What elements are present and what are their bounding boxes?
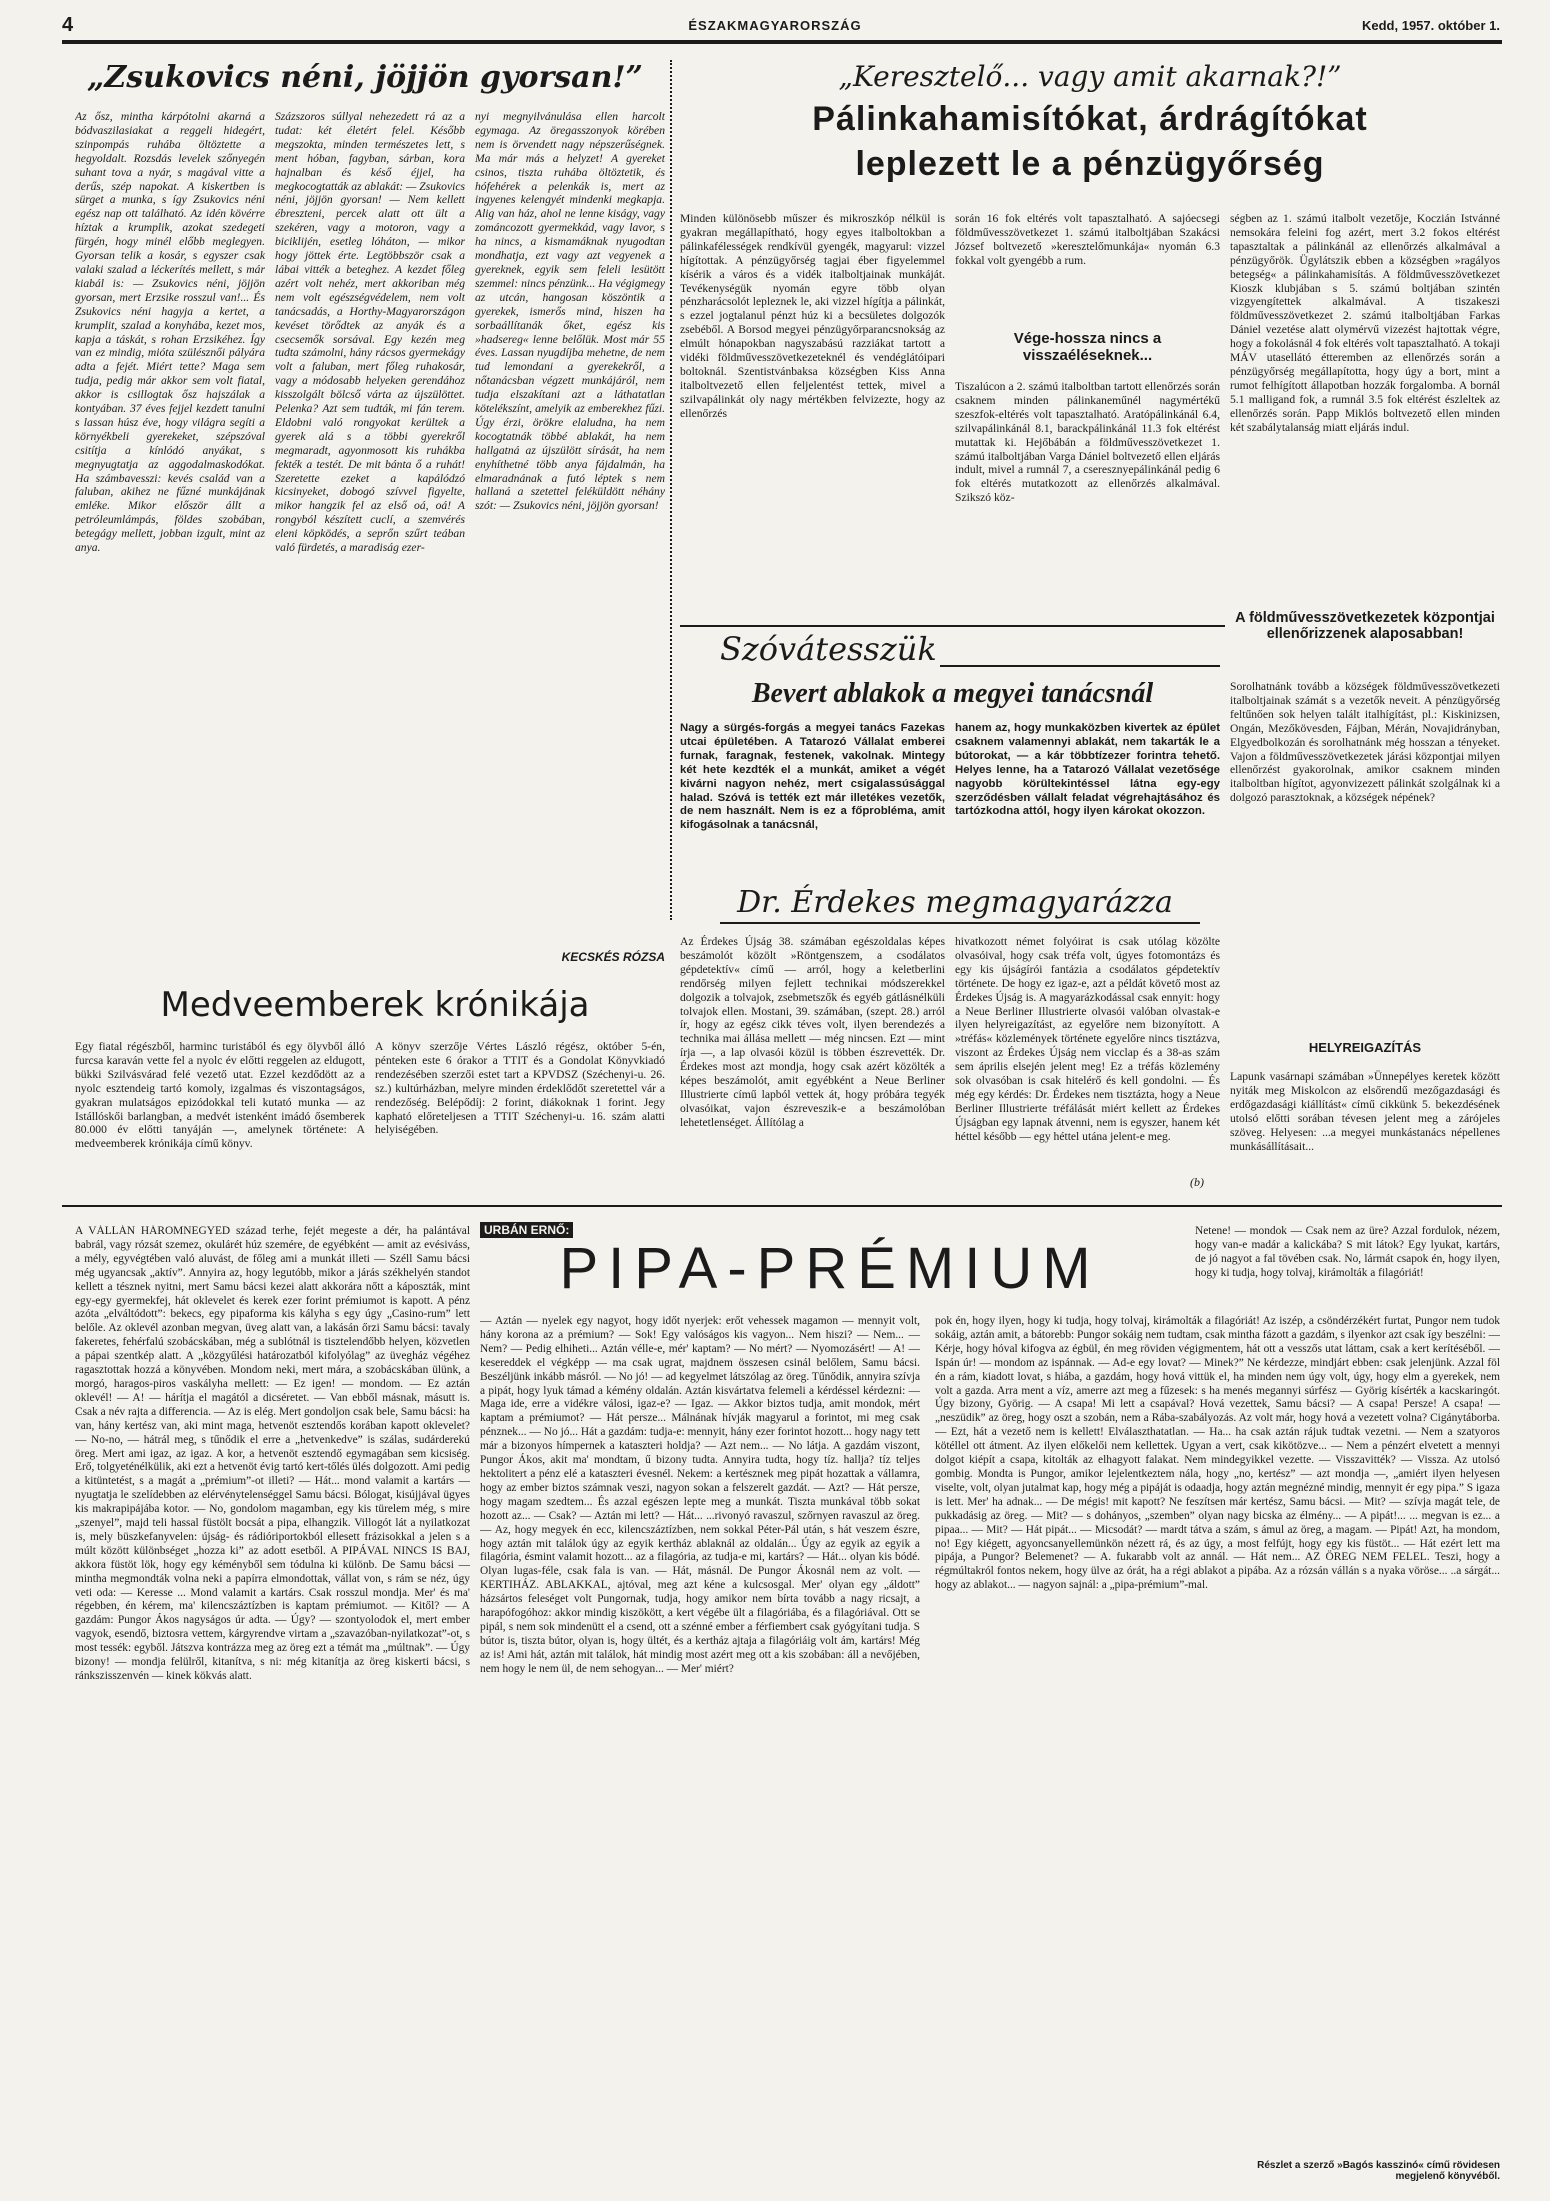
szovatesszuk-title: Szóvátesszük xyxy=(720,630,937,668)
erdekes-sign: (b) xyxy=(1190,1175,1204,1189)
zsukovics-col-2: Százszoros súllyal nehezedett rá az a tudat: két életért felel. Később megszokta, minden természetes lett, s ment hóban, fagyban, sárban, kora hajnalban és késő éjjel, ha megkocogtatták az ablakát: — Zsukovics néni, jöjjön gyorsan! — Nem kellett ébreszteni, percek alatt ott ült a szekéren, vagy a motoron, vagy a biciklijén, esetleg lóháton, — mikor hogy jöttek érte. Legtöbbször csak a lábai vitték a beteghez. A kezdet főleg azért volt nehéz, mert akkoriban még nem volt egészségvédelem, nem volt tanácsadás, a Horthy-Magyarországon kevéset törődtek az anyák és a csecsemők sorsával. Egy kezén meg tudta számolni, hány rácsos gyermekágy volt a faluban, mert főleg ruhakosár, vagy a módosabb helyeken gerendához kisszolgált bölcső várta az újszülöttet. Pelenka? Azt sem tudták, mi fán terem. Eldobni való rongyokat kerültek a gyerek alá s a többi gyerekről megmaradt, agyonmosott kis ruhákba fekték a testét. De mit bánta ő a ruhát! Szeretette ezeket a kapálódzó kicsinyeket, dobogó szívvel figyelte, mikor hangzik fel az első oá, oá! A rongyból készített cuclí, a szemvérés eleni köpködés, a seprőn szűrt teában való fürdetés, a maradiság ezer- xyxy=(275,110,465,555)
keresztelo-col-2: során 16 fok eltérés volt tapasztalható. A sajóecsegi földművesszövetkezet 1. számú italboltjában Szakácsi József boltvezető »keresztelőmunkája« nyomán 6.3 fokkal volt gyengébb a rum. xyxy=(955,212,1220,267)
column-divider xyxy=(670,60,672,920)
keresztelo-col-2b: Tiszalúcon a 2. számú italboltban tartott ellenőrzés során csaknem minden pálinkaneműnél nagymértékű szeszfok-eltérés volt tapasztalható. Aratópálinkánál 6.4, szilvapálinkánál 8.1, barackpálinkánál 11.3 fok eltérést mutattak ki. Hejőbábán a földművesszövetkezet 1. számú italboltjában Varga Dániel boltvezető ellen eljárás indult, mivel a rumnál 7, a cseresznyepálinkánál pedig 6 fok eltérés mutatkozott az ellenőrzés alkalmával. Szikszó köz- xyxy=(955,380,1220,505)
szovatesszuk-rule xyxy=(680,625,1225,627)
keresztelo-col-3b: Sorolhatnánk tovább a községek földművesszövetkezeti italboltjainak számát s a vezetők neveit. A pénzügyőrség feltűnően sok helyen talált italhígítást, pl.: Kiskinizsen, Ongán, Mezőkövesden, Fájban, Mérán, Novajidrányban, Elgyedbolkozán és sorolhatnánk még hosszan a tényeket. Vajon a földművesszövetkezetek járási központjai milyen ellenőrzést gyakorolnak, amikor csaknem minden italboltban hígítot, agyonvizezett pálinkát szolgálnak ki a dolgozó parasztoknak, a községek népének? xyxy=(1230,680,1500,805)
zsukovics-col-3: nyi megnyilvánulása ellen harcolt egymaga. Az öregasszonyok körében nem is örvendett nagy népszerűségnek. Ma már más a helyzet! A gyereket csinos, tiszta ruhába öltöztetik, és hófehérek a pelenkák is, mert az ingyenes kelengyét mindenki megkapja. Alig van ház, ahol ne lenne kiságy, vagy zománcozott gyermekkád, vagy lavor, s ha nincs, a kismamáknak nyugodtan mondhatja, ezt vagy azt vegyenek a gyereknek, egyik sem feleli lesütött szemmel: nincs pénzünk... Ha végigmegy az utcán, hangosan köszöntik a gyerekek, ismerős mind, hiszen ha sorbaállítanák őket, egész kis »hadsereg« lenne belőlük. Most már 55 éves. Lassan nyugdíjba mehetne, de nem tud lemondani a gyerekekről, a nőtanácsban végzett munkájáról, nem tudja elszakítani azt a láthatatlan kötelékszínt, amelyik az emberekhez fűzi. Úgy érzi, örökre elaludna, ha nem kocogtatnák többé ablakát, ha nem hallgatná az újszülött sírását, ha nem enyhíthetné több anya fájdalmán, ha elmaradnának a futó léptek s nem hallaná a szetettel feléküldött néhány szót: — Zsukovics néni, jöjjön gyorsan! xyxy=(475,110,665,513)
page-number: 4 xyxy=(62,14,74,36)
medveemberek-title: Medveemberek krónikája xyxy=(160,985,590,1025)
szovatesszuk-headline: Bevert ablakok a megyei tanácsnál xyxy=(751,678,1154,709)
keresztelo-title-2: leplezett le a pénzügyőrség xyxy=(855,145,1325,183)
medveemberek-col-1: Egy fiatal régészből, harminc turistából és egy ölyvből álló furcsa karaván vette fel a nyolc év előtti reggelen az eldugott, bükki Szilvásvárad felé vezető utat. Ezzel kezdődött az a nyolc esztendeig tartó komoly, izgalmas és viszontagságos, gyakran mulatságos epizódokkal teli kutató munka — az Istállóskői barlangban, a medvét istenként imádó ősemberek 80.000 év előtti tanyáján —, amelynek története: A medveemberek krónikája című könyv. xyxy=(75,1040,365,1151)
pipa-author: URBÁN ERNŐ: xyxy=(480,1222,573,1238)
pipa-title: PIPA-PRÉMIUM xyxy=(559,1236,1101,1301)
section-rule xyxy=(62,1205,1502,1207)
masthead: ÉSZAKMAGYARORSZÁG xyxy=(688,18,862,33)
szovatesszuk-col-2: hanem az, hogy munkaközben kivertek az épület csaknem valamennyi ablakát, nem takarták le a bútorokat, — a kár többtízezer forintra tehető. Helyes lenne, ha a Tatarozó Vállalat vezetősége nagyobb körültekintéssel látna egy-egy szerződésben vállalt feladat végrehajtásához és tartózkodna attól, hogy ilyen károkat okozzon. xyxy=(955,722,1220,818)
pipa-col-1: A VÁLLÁN HÁROMNEGYED század terhe, fejét megeste a dér, ha palántával babrál, vagy rózsát szemez, okulárét húz szemére, de egyébként — amit az evésiváss, a mély, egyvégtében való aluvást, de főleg ami a munkát illeti — Széll Samu bácsi még ugyancsak „aktív”. Annyira az, hogy legutóbb, mikor a járás székhelyén standot kellett a tésznek nyitni, mert Samu bácsi kezei alatt akkorára nőtt a káposzták, mint egy-egy gyermekfej, hát oklevelet és kerek ezer forint prémiumot is kapott. A pénz azóta „elváltódott”: bekecs, egy pipaforma kis kályha s egy úgy „Casino-rum” lett belőle. Az oklevél azonban megvan, üveg alatt van, a lakásán őrzi Samu bácsi: tavaly fakeretes, fehérfalú szobácskában, még a sublótnál is tisztelendőbb helyen, közvetlen a pápai szentkép alatt. A „közgyűlési határozatból kifolyólag” az üvegház végéhez ragasztottak hozzá a könyvében. Mondom neki, mert mára, a szobácskában ülünk, a morgó, haragos-piros vaskályha mellett: — Ez igen! — mondom. — Ez aztán oklevél! — A! — hárítja el magától a dicséretet. — Van ebből másnak, másutt is. Csak a név rajta a differencia. — Az is elég. Mert gondoljon csak bele, Samu bácsi: ha van, hány kertész van, aki mint maga, hetvenöt esztendős korában kapott oklevelet? — No-no, — hátrál meg, s tűnődik el erre a „hetvenkedve” is szálas, sudárderekú öreg. Mert ami igaz, az igaz. A kor, a hetvenöt esztendő egymagában sem kicsiség. Erő, tolgyeténélkülik, aki ezt a hetvenöt évig tartó kert-tőlés ülés dolgozott. Ami pedig a kitüntetést, s a magát a „prémium”-ot illeti? — Hát... mond valamit a kartárs — nyugtatja le szelídebben az elérvénytelenséggel Samu bácsi. Bólogat, kisújjával ügyes kis makrapipájába kotor. — No, gondolom magamban, egy kis türelem még, s mire „szenyel”, majd teli hassal füstölt bocsát a pipa, elhangzik. Villogót lát a nyilatkozat is, mely büszkefanyvelen: újság- és rádióriportokból ellesett frázisokkal a jelen s a múlt között különbséget „hozza ki” az adott esetből. A PIPÁVAL NINCS IS BAJ, akkora füstöt lök, hogy egy kéményből sem tódulna ki különb. De Samu bácsi — mintha megmondták volna neki a papírra elmondottak, vállat von, s rám se néz, úgy veti oda: — Keresse ... Mond valamit a kartárs. Csak rosszul mondja. Mer' és ma' régebben, én kérem, ma' kilencszáztízben is kaptam prémiumot. — Kitől? — A gazdám: Pungor Ákos nagyságos úr adta. — Úgy? — szontyolodok el, mert ember vagyok, esendő, biztosra vettem, kárgyrendve virtam a „szavazóban-nyilatkozat”-ot, s most tessék: egyből. Játszva kontrázza meg az öreg ezt a témát ma „múltnak”. — Úgy bizony! — mondja felülről, kitanítva, s ni: még kitanítja az öreg kiskerti bácsi, s ránkszisszenvén — kinek kökvás alatt. xyxy=(75,1225,470,1682)
helyreigazitas-title: HELYREIGAZÍTÁS xyxy=(1308,1040,1422,1055)
szovatesszuk-col-1: Nagy a sürgés-forgás a megyei tanács Fazekas utcai épületében. A Tatarozó Vállalat emberei furnak, faragnak, festenek, vakolnak. Mintegy két hete kezdték el a munkát, amiket a végét kivárni nagyon nehéz, mert csigalassúsággal halad. Szóvá is tették ezt már illetékes vezetők, de nem használt. Nem is ez a főprobléma, amit kifogásolnak a tanácsnál, xyxy=(680,722,945,832)
pipa-col-3: pok én, hogy ilyen, hogy ki tudja, hogy tolvaj, kirámolták a filagóriát! Az iszép, a csöndérzékért furtat, Pungor nem tudok sokáig, aztán amit, a bátorebb: Pungor sokáig nem tudtam, csak mintha fázott a gazdám, s ilyenkor azt csak így beszélni: — Kérje, hogy hóval kifogva az égbül, én meg röviden végigmentem, hát ott a vesszős utat láttam, csak a kert kerítéséből. — Ispán úr! — mondom az ispánnak. — Ad-e egy lovat? — Minek?” Ne kérdezze, mindjárt ebben: csak jelenjünk. Azzal föl én a rám, kiadott lovat, s hiába, a gazdám, hogy hová vittük el, ha minden nem úgy volt, úgy, hogy elm a gyerekek, nem volt a gazda. Arra ment a víz, amerre azt meg a fűzesek: s ha menés megannyi súrfész — Györig kísérték a kacskaringót. Úgy bizony, Györig. — A csapa! Mi lett a csapával? Hová vezettek, Samu bácsi? — A csapa! Persze! A csapa! — „neszüdik” az öreg, hogy oszt a szobán, nem a Rába-szabályozás. Az volt már, hogy hová a vezetett volna? Cigánytáborba. — Ezt, hát a vezető nem is kellett! Elválaszthatatlan. — Ha... ha csak aztán rájuk tudtak vezetni. — Nem a szatyoros kötéllel ott átment. Az ilyen előkelői nem kellettek. Ugyan a vert, csak kikötözve... — Nem a pénzért elvetett a mennyi dolgot kiépít a csapa, kitolták az elhagyott falakat. Nem mindegyikkel vezette. — Visszavitték? — Vissza. Az utolsó gombig. Mondta is Pungor, amikor lejelentkeztem nála, hogy „no, kertész” — azt mondja —, „amiért ilyen helyesen viselte, volt, olyan jutalmat kap, hogy még a pipáját is odaadja, hogy aztán megnézné mindig, mennyit ér egy pipa.” S igaza is lett. Mer' ha adnak... — De mégis! mit kapott? Ne feszítsen már kertész, Samu bácsi. — Mit? — szívja magát tele, de pukkadásig az öreg. — Mit? — s dohányos, „szemben” olyan nagy bicska az élmény... — A pipát!... ... megvan is ez... a pipaa... — Mit? — Hát pipát... — Micsodát? — mardt tátva a szám, s ámul az öreg, a magam. — Pipát! Azt, ha mondom, no! Egy kiégett, agyoncsanyellemünkön nézett rá, és az úgy, a most felfújt, hogy egy kis füstöt... — Hát ezért lett ma pipája, a Pungor? Belemenet? — A. fukarabb volt az annál. — Hát nem... AZ ÖREG NEM FELEL. Teszi, hogy a régmúltakról fontos nekem, hogy ülve az órát, ha a régi ablakot a pipába. Az a rózsán vállán s a nyaka vöröse... ..a sárgát... hogy az ablakot... — nagyon sajnál: a „pipa-prémium”-mal. xyxy=(935,1315,1500,1592)
keresztelo-kicker: „Keresztelő... vagy amit akarnak?!” xyxy=(838,60,1342,93)
issue-date: Kedd, 1957. október 1. xyxy=(1362,18,1500,33)
erdekes-col-1: Az Érdekes Újság 38. számában egészoldalas képes beszámolót közölt »Röntgenszem, a csodálatos gépdetektív« című — arról, hogy a keletberlini rendőrség milyen fejlett technikai módszerekkel dolgozik a tolvajok, zsebmetszők és egyéb gátlásnélküli tolvajok ellen. Mostani, 39. számában, (szept. 28.) arról ír, hogy az egész cikk téves volt, ilyen berendezés a technika mai állása mellett — még nincsen. Ezt — mint írja —, a lap olvasói közül is többen észrevették. Dr. Érdekes most azt mondja, hogy csak azért közölték a képes beszámolót, amit egyébként a Neue Berliner Illustrierte című lapból vettek át, hogy próbára tegyék olvasóikat, vajon észreveszik-e a beszámolóban lehetetlenséget. Állítólag a xyxy=(680,935,945,1129)
zsukovics-col-1: Az ősz, mintha kárpótolni akarná a bódvaszilasiakat a reggeli hidegért, szinpompás ruhába öltöztette a hegyoldalt. Rozsdás levelek szőnyegén suhant tova a nyár, s magával vitte a derűs, szép napokat. A kiskertben is sürget a munka, s így Zsukovics néni egész nap ott található. Az idén kövérre híztak a krumplik, azokat szedegeti fürgén, hogy minél előbb meglegyen. Gyorsan telik a kosár, s egyszer csak valaki szalad a léckerítés mellett, s már kiabál is: — Zsukovics néni, jöjjön gyorsan, mert Erzsike rosszul van!... És Zsukovics néni hagyja a kertet, a krumplit, szalad a konyhába, kezet mos, kapja a táskát, s rohan Erzsikéhez. Így van ez mindig, mióta szülésznői pályára adta a fejét. Miért tette? Maga sem tudja, pedig már akkor sem volt fiatal, akkor is csillogtak ősz hajszálak a kontyában. 37 éves fejjel kezdett tanulni s lassan húsz éve, hogy világra segíti a környékbeli gyerekeket, szépszóval csitítja a kínlódó anyákat, s megnyugtatja az aggodalmaskodókat. Ha számbavesszi: kevés család van a faluban, akihez ne fűzné munkájának emléke. Mikor először állt a petróleumlámpás, földes szobában, betegágy mellett, jobban izgult, mint az anya. xyxy=(75,110,265,555)
erdekes-title: Dr. Érdekes megmagyarázza xyxy=(737,885,1173,920)
medveemberek-col-2: A könyv szerzője Vértes László régész, október 5-én, pénteken este 6 órakor a TTIT és a Gondolat Könyvkiadó rendezésében szerzői estet tart a KPVDSZ (Széchenyi-u. 26. sz.) kultúrházban, melyre minden érdeklődőt szeretettel vár a rendezőség. Belépődíj: 2 forint, diákoknak 1 forint. Jegy kapható előreteljesen a TTIT Széchenyi-u. 16. szám alatti helyiségében. xyxy=(375,1040,665,1137)
pipa-footnote: Részlet a szerző »Bagós kasszinó« című rövidesen megjelenő könyvéből. xyxy=(1257,2160,1500,2182)
keresztelo-subhead: Vége-hossza nincs a visszaéléseknek... xyxy=(1013,330,1162,364)
szovatesszuk-title-underline xyxy=(940,665,1220,667)
pipa-col-2: — Aztán — nyelek egy nagyot, hogy időt nyerjek: erőt vehessek magamon — mennyit volt, hány korona az a prémium? — Sok! Egy valóságos kis vagyon... Nem hiszi? — Nem... — Nem? — Pedig elhiheti... Aztán vélle-e, mér' kaptam? — No mért? — Nyomozásért! — A! — kesereddek el végképp — ma csak ugrat, majdnem összesen csinál belőlem, Samu bácsi. Beszéljünk inkább másról. — No jó! — ad kegyelmet látszólag az öreg. Tűnődik, annyira szívja a pipát, hogy lyuk támad a kémény oldalán. Aztán kisvártatva felemeli a kérdéssel kérdezni: — Maga ide, erre a vidékre válosi, igaz-e? — Igaz. — Akkor biztos tudja, amit mondok, mért kaptam a prémiumot? — Hát persze... Málnának hívják magyarul a forintot, mi meg csak pénznek... — No jó... Hát a gazdám: tudja-e: mennyit, hány ezer forintot hozott... hogy nagy tett már a bizonyos hímpernek a kataszteri holdja? — Azt nem... — No látja. A gazdám viszont, Pungor Ákos, akit ma' mondtam, ű bizony tudta. Annyira tudta, hogy tíz. hallja? tíz teljes hektolitert a pénz elé a kataszteri évesnél. Nekem: a kertésznek meg pipát hozattak a vállamra, hogy az ember biztos számnak veszi, nagyon sokan a felszerelt gazdát. — Azt? — Hát persze, hogy magam szedtem... És azzal egészen lepte meg a munkát. Tiszta munkával több sokat hozott az... — Csak? — Aztán mi lett? — Hát... ...rivonyó ravaszul, szőrnyen ravaszul az öreg. — Az, hogy megyek én ecc, kilencszáztízben, nem sokkal Péter-Pál után, s hát veszem észre, hogy aztán mit találok úgy az egyik kertház ablaknál az oldalán... Úgy az egyik az egyik a filagória, ésmint valamit hozott... az a filagória, az tudja-e mi, kartárs? — Hát... olyan kis bódé. Olyan lugas-féle, csak fala is van. — Hát, másnál. De Pungor Ákosnál nem az volt. — KERTIHÁZ. ABLAKKAL, ajtóval, meg azt kéne a kulcsosgal. Mer' olyan egy „áldott” házsártos feleséget volt Pungornak, tudja, hogy amikor nem bírta tovább a nagy ricsajt, a harapófogóhoz: akkor mindig kiszökött, a kert végébe ült a filagóriába, és a filagóriával. Ott se pipál, s nem sok mindenütt el a csend, ott a szénné ember a férfiembert csak gyógyítani tudja. S bútor is, tiszta bútor, olyan is, hogy ültét, és a kertház ajtaja a filagóriáig volt ám, kartárs! Még az is! Ami hát, aztán mit találok, hát mindig most azért meg ott a kis szobában: áll a nevőjében, nem hogy le nem ül, de nem sehogyan... — Mer' miért? xyxy=(480,1315,920,1675)
zsukovics-author: KECSKÉS RÓZSA xyxy=(561,950,665,964)
header-rule xyxy=(62,40,1502,44)
keresztelo-col-1: Minden különösebb műszer és mikroszkóp nélkül is gyakran megállapítható, hogy egyes italboltokban a pálinkafélességek rendkívül gyengék, magyarul: vizzel hígítottak. A pénzügyőrség tagjai éber figyelemmel kísérik a város és a vidék italboltjainak munkáját. Tevékenységük nyomán egyre több olyan pénzharácsolót lepleznek le, aki vizzel hígítja a pálinkát, s ezzel jogtalanul pénzt húz ki a becsületes dolgozók zsebéből. A Borsod megyei pénzügyőrparancsnokság az elmúlt hónapokban nagyszabású razziákat tartott a vidéki földművesszövetkezeteknél és vendéglátóipari boltoknál. Szentistvánbaksa községben Kiss Anna italboltvezető ellen feljelentést tettek, mivel a szilvapálinkát oly nagy mértékben felvizezte, hogy az ellenőrzés xyxy=(680,212,945,420)
helyreigazitas-text: Lapunk vasárnapi számában »Ünnepélyes keretek között nyiták meg Miskolcon az elsőrendű mezőgazdasági és erdőgazdasági kiállítást« című cikkünk 5. bekezdésének utolsó előtti sorában tévesen jelent meg a zárójeles szöveg. Helyesen: ...a megyei munkástanács népellenes munkásállításait... xyxy=(1230,1070,1500,1153)
erdekes-underline xyxy=(720,922,1200,924)
erdekes-col-2: hivatkozott német folyóirat is csak utólag közölte olvasóival, hogy csak tréfa volt, úgyes fotomontázs és egy kis újságírói fantázia a csodálatos gépdetektív története. De hogy ez igaz-e, azt a példát követő most az Érdekes Újság is. A magyarázkodással csak ennyit: hogy a Neue Berliner Illustrierte olvasói valóban olvastak-e ilyen helyreigazítást, az egyelőre nem bizonyított. A »tréfás« közlemények története egyelőre nincs tisztázva, viszont az Érdekes Újság nem vicclap és a 38-as szám sem április elsején jelent meg! Ez a tréfás közlemény sok olvasóban is csak hitelérő és kell gondolni. — És még egy kérdés: Dr. Érdekes nem tisztázta, hogy a Neue Berliner Illustrierte tréfálását miért kellett az Érdekes Újságban egy lapnak átvenni, nem is egyszer, hanem két héttel később — egy héttel utána jelent-e meg. xyxy=(955,935,1220,1143)
zsukovics-title: „Zsukovics néni, jöjjön gyorsan!” xyxy=(87,60,643,95)
keresztelo-col-3: ségben az 1. számú italbolt vezetője, Koczián Istvánné nemsokára feleini fog azért, mert 3.2 fokos eltérést tapasztaltak a pálinkánál az ellenőrzés alkalmával a pénzügyőrök. Ügylátszik ebben a községben »ragályos betegség« a pálinkahamisítás. A földművesszövetkezet Kioszk klubjában s 5. számú boltjában szintén vizgyengítettek alkalmával. A tiszakeszi földművesszövetkezet 2. számú italboltjában Farkas Dániel vezetése alatt olymérvű vizezést hajtottak végre, hogy a fokolásnál 4 fok eltérés volt tapasztalható. A tokaji MÁV utasellátó étteremben az ellenőrzés során a pénzügyőrség megállapította, hogy úgy a bort, mint a rumot felhígított állapotban hozzák forgalomba. A bornál 5.1 malligand fok, a rumnál 3.5 fok eltérést észleltek az ellenőrzés során. Papp Miklós boltvezető ellen minden két szabálytalanság miatt eljárás indul. xyxy=(1230,212,1500,434)
keresztelo-title-1: Pálinkahamisítókat, árdrágítókat xyxy=(812,100,1368,138)
netene-text: Netene! — mondok — Csak nem az üre? Azzal fordulok, nézem, hogy van-e madár a kalickába? S mit látok? Egy lyukat, kartárs, de jó nagyot a fal tövében csak. No, lármát csapok én, hogy ilyen, hogy ki tudja, hogy tolvaj, kirámolták a filagóriát! xyxy=(1195,1225,1500,1279)
keresztelo-subhead-2: A földművesszövetkezetek központjai ellenőrizzenek alaposabban! xyxy=(1235,610,1495,642)
